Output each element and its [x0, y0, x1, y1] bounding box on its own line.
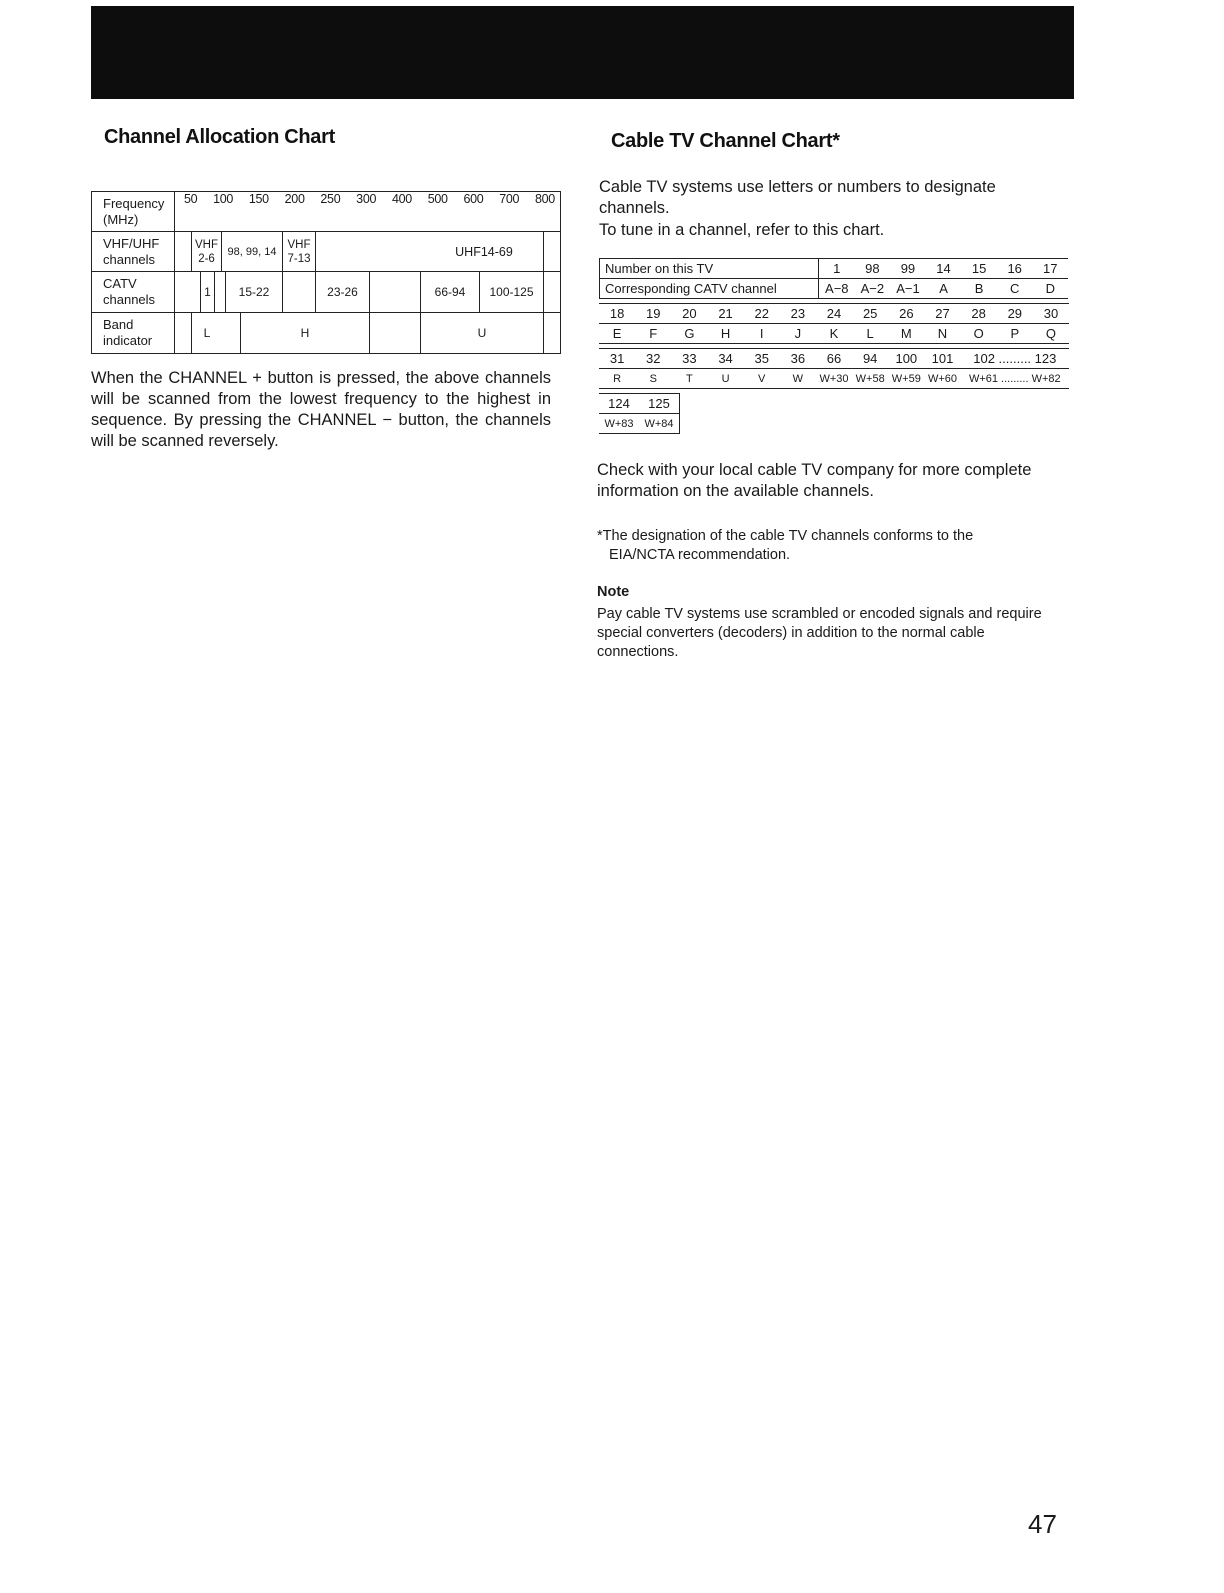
row3-catv-7: W+58	[855, 372, 885, 385]
row1-catv-4: B	[974, 281, 984, 296]
catv-1: 1	[204, 285, 211, 299]
row2-num-8: 26	[899, 306, 914, 321]
row2-catv-3: H	[720, 326, 731, 341]
vhf-2-6: VHF 2-6	[195, 238, 218, 265]
row3-catv-6: W+30	[819, 372, 849, 385]
row3-catv-1: S	[649, 372, 657, 385]
row1-num-5: 16	[1007, 261, 1022, 276]
row4-catv	[599, 414, 679, 433]
freq-tick-1: 100	[213, 192, 234, 206]
row1-catv-6: D	[1045, 281, 1055, 296]
row3-catv-0: R	[613, 372, 622, 385]
cable-intro-2: To tune in a channel, refer to this chart.	[599, 221, 885, 239]
band-u: U	[477, 326, 487, 340]
row2-catv	[599, 324, 1069, 343]
row3-catv-4: V	[758, 372, 766, 385]
row3-num-3: 34	[718, 351, 733, 366]
vhf-7-13: VHF 7-13	[287, 238, 311, 265]
row3-num-0: 31	[609, 351, 625, 366]
channel-allocation-title: Channel Allocation Chart	[104, 126, 335, 148]
cable-chart-row-1	[599, 258, 1068, 299]
row2-num-10: 28	[971, 306, 986, 321]
cable-chart-row-2	[599, 303, 1069, 344]
row2-catv-0: E	[612, 326, 622, 341]
freq-tick-3: 200	[284, 192, 305, 206]
row4-numbers	[599, 394, 679, 414]
row1-num-2: 99	[900, 261, 916, 276]
row2-num-4: 22	[754, 306, 769, 321]
row4-catv-0: W+83	[604, 417, 634, 430]
row2-catv-9: N	[937, 326, 948, 341]
row2-catv-1: F	[649, 326, 658, 341]
row1-num-0: 1	[833, 261, 841, 276]
header-banner	[91, 6, 1074, 99]
row4-num-0: 124	[608, 396, 630, 411]
row1-numbers	[819, 259, 1068, 279]
row2-catv-11: P	[1010, 326, 1020, 341]
catv-15-22: 15-22	[238, 285, 270, 299]
freq-tick-6: 400	[391, 192, 412, 206]
row3-catv-5: W	[792, 372, 804, 385]
footnote: *The designation of the cable TV channels conforms to the EIA/NCTA recommendation.	[597, 528, 974, 563]
row2-catv-8: M	[900, 326, 912, 341]
freq-tick-9: 700	[499, 192, 520, 206]
row1-catv-0: A−8	[825, 281, 849, 296]
freq-tick-10: 800	[535, 192, 555, 206]
channel-allocation-table	[91, 191, 561, 354]
row2-num-6: 24	[826, 306, 842, 321]
row1-num-4: 15	[971, 261, 987, 276]
row3-num-4: 35	[754, 351, 769, 366]
row2-num-1: 19	[646, 306, 661, 321]
page-number: 47	[1028, 1509, 1057, 1539]
catv-label: CATV channels	[92, 272, 175, 313]
row2-num-2: 20	[682, 306, 697, 321]
row2-num-3: 21	[718, 306, 733, 321]
band-l: L	[203, 326, 211, 340]
frequency-scale	[175, 192, 560, 231]
row3-catv-8: W+59	[891, 372, 921, 385]
row4-catv-1: W+84	[644, 417, 674, 430]
row2-catv-12: Q	[1045, 326, 1057, 341]
row3-catv-3: U	[721, 372, 730, 385]
row3-catv-9: W+60	[927, 372, 957, 385]
row4-num-1: 125	[648, 396, 670, 411]
row3-num-7: 94	[862, 351, 878, 366]
row3-num-5: 36	[790, 351, 806, 366]
row1-catv-2: A−1	[896, 281, 920, 296]
note-text: Pay cable TV systems use scrambled or encoded signals and require special converters (decoders) in addition to the normal cable connections.	[597, 606, 1042, 660]
row2-num-9: 27	[935, 306, 950, 321]
row3-numbers	[599, 349, 1069, 369]
cable-tv-chart-title: Cable TV Channel Chart*	[611, 130, 840, 152]
row2-catv-4: I	[759, 326, 764, 341]
row2-catv-7: L	[866, 326, 874, 341]
row2-num-7: 25	[862, 306, 878, 321]
row1-catv-5: C	[1009, 281, 1020, 296]
row2-catv-10: O	[973, 326, 984, 341]
row3-num-2: 33	[682, 351, 697, 366]
freq-tick-4: 250	[320, 192, 341, 206]
row2-num-11: 29	[1007, 306, 1023, 321]
catv-23-26: 23-26	[327, 285, 358, 299]
cable-intro-1: Cable TV systems use letters or numbers to designate channels.	[599, 178, 996, 217]
row3-num-1: 32	[646, 351, 661, 366]
row2-catv-5: J	[794, 326, 802, 341]
row3-num-10: 102 ......... 123	[973, 351, 1057, 366]
row3-catv-10: W+61 ......... W+82	[968, 372, 1061, 385]
row1-num-3: 14	[936, 261, 951, 276]
row2-num-5: 23	[790, 306, 806, 321]
row3-num-9: 101	[931, 351, 954, 366]
row2-numbers	[599, 304, 1069, 324]
scan-paragraph: When the CHANNEL + button is pressed, the above channels will be scanned from the lowest frequency to the highest in sequence. By pressing the CHANNEL − button, the channels will be scanned reversely.	[91, 369, 551, 450]
catv-100-125: 100-125	[489, 285, 534, 299]
note-title: Note	[597, 584, 630, 600]
freq-tick-5: 300	[356, 192, 377, 206]
row2-num-12: 30	[1043, 306, 1059, 321]
freq-tick-7: 500	[427, 192, 448, 206]
check-local-paragraph: Check with your local cable TV company for more complete information on the available channels.	[597, 461, 1032, 500]
row3-num-6: 66	[826, 351, 842, 366]
row2-catv-2: G	[684, 326, 695, 341]
band-h: H	[300, 326, 310, 340]
frequency-label: Frequency (MHz)	[92, 192, 175, 232]
band-indicator-label: Band indicator	[92, 313, 175, 354]
row2-catv-6: K	[829, 326, 839, 341]
cable-chart-row-4	[599, 393, 680, 434]
row2-num-0: 18	[609, 306, 625, 321]
catv-66-94: 66-94	[434, 285, 466, 299]
uhf-14-69: UHF14-69	[455, 244, 513, 259]
row1-catv-3: A	[939, 281, 948, 296]
freq-tick-8: 600	[463, 192, 484, 206]
row3-catv-2: T	[686, 372, 693, 385]
hdr-catv-label: Corresponding CATV channel	[605, 281, 777, 296]
row1-catv	[819, 279, 1068, 298]
row3-catv	[599, 369, 1069, 388]
vhf-98-99-14: 98, 99, 14	[227, 245, 277, 258]
row1-catv-1: A−2	[860, 281, 885, 296]
row3-num-8: 100	[895, 351, 918, 366]
row1-num-1: 98	[865, 261, 880, 276]
vhf-uhf-label: VHF/UHF channels	[92, 232, 175, 272]
row1-num-6: 17	[1043, 261, 1058, 276]
cable-chart-row-3	[599, 348, 1069, 389]
hdr-number-label: Number on this TV	[600, 259, 818, 279]
freq-tick-2: 150	[248, 192, 269, 206]
freq-tick-0: 50	[184, 192, 198, 206]
